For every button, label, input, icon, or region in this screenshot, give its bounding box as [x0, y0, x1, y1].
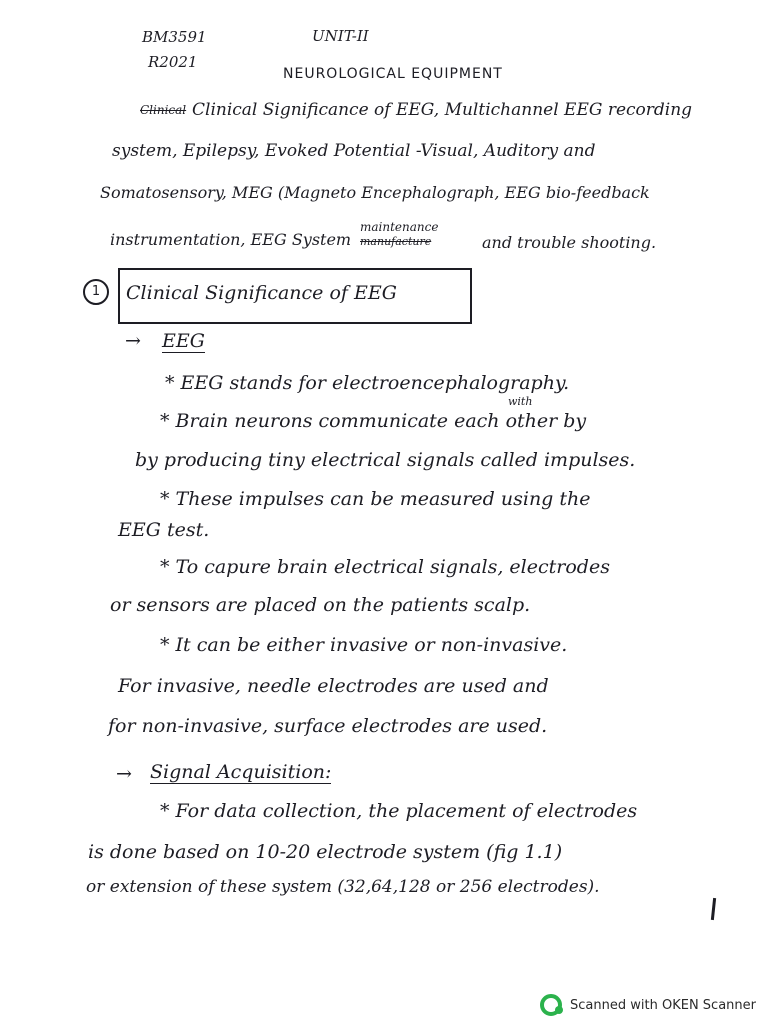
- syllabus-line-1: Clinical Significance of EEG, Multichannel EEG recording: [192, 100, 693, 120]
- syllabus-line-2: system, Epilepsy, Evoked Potential -Visual, Auditory and: [112, 141, 596, 161]
- course-code: BM3591: [142, 28, 207, 46]
- section-number: 1: [83, 279, 109, 305]
- syllabus-line-3: Somatosensory, MEG (Magneto Encephalograph, EEG bio-feedback: [100, 183, 650, 202]
- eeg-point-3b: EEG test.: [118, 519, 210, 541]
- scanner-watermark: [540, 994, 756, 1016]
- syllabus-insert-word: maintenance: [360, 220, 439, 234]
- eeg-point-5b: For invasive, needle electrodes are used and: [118, 675, 549, 697]
- page-title: NEUROLOGICAL EQUIPMENT: [283, 66, 503, 82]
- syllabus-line-4a: instrumentation, EEG System: [110, 230, 352, 249]
- eeg-point-2b: by producing tiny electrical signals called impulses.: [135, 449, 636, 471]
- syllabus-struck-insert: manufacture: [360, 235, 432, 248]
- syllabus-line-4b: and trouble shooting.: [482, 233, 657, 252]
- signal-acquisition-label: Signal Acquisition:: [150, 761, 332, 783]
- eeg-point-3a: * These impulses can be measured using the: [160, 488, 591, 510]
- struck-word: Clinical: [140, 103, 187, 117]
- unit-label: UNIT-II: [312, 27, 369, 45]
- oken-scanner-logo-icon: [540, 994, 562, 1016]
- pen-mark: [711, 898, 716, 920]
- section-heading: Clinical Significance of EEG: [126, 282, 397, 304]
- eeg-label: EEG: [162, 330, 205, 352]
- scanner-text: Scanned with OKEN Scanner: [570, 997, 756, 1013]
- acquisition-point-1b: is done based on 10-20 electrode system (fig 1.1): [88, 841, 563, 863]
- eeg-point-5a: * It can be either invasive or non-invasive.: [160, 634, 568, 656]
- eeg-point-2-insert: with: [508, 395, 533, 408]
- acquisition-point-1c: or extension of these system (32,64,128 or 256 electrodes).: [86, 877, 600, 897]
- eeg-point-4a: * To capure brain electrical signals, electrodes: [160, 556, 610, 578]
- eeg-point-2a: * Brain neurons communicate each other by: [160, 410, 587, 432]
- arrow-icon: →: [116, 763, 132, 785]
- regulation-code: R2021: [148, 53, 198, 71]
- arrow-icon: →: [125, 330, 141, 352]
- eeg-point-1: * EEG stands for electroencephalography.: [165, 372, 570, 394]
- eeg-point-4b: or sensors are placed on the patients scalp.: [110, 594, 531, 616]
- eeg-point-5c: for non-invasive, surface electrodes are used.: [108, 715, 548, 737]
- acquisition-point-1a: * For data collection, the placement of electrodes: [160, 800, 638, 822]
